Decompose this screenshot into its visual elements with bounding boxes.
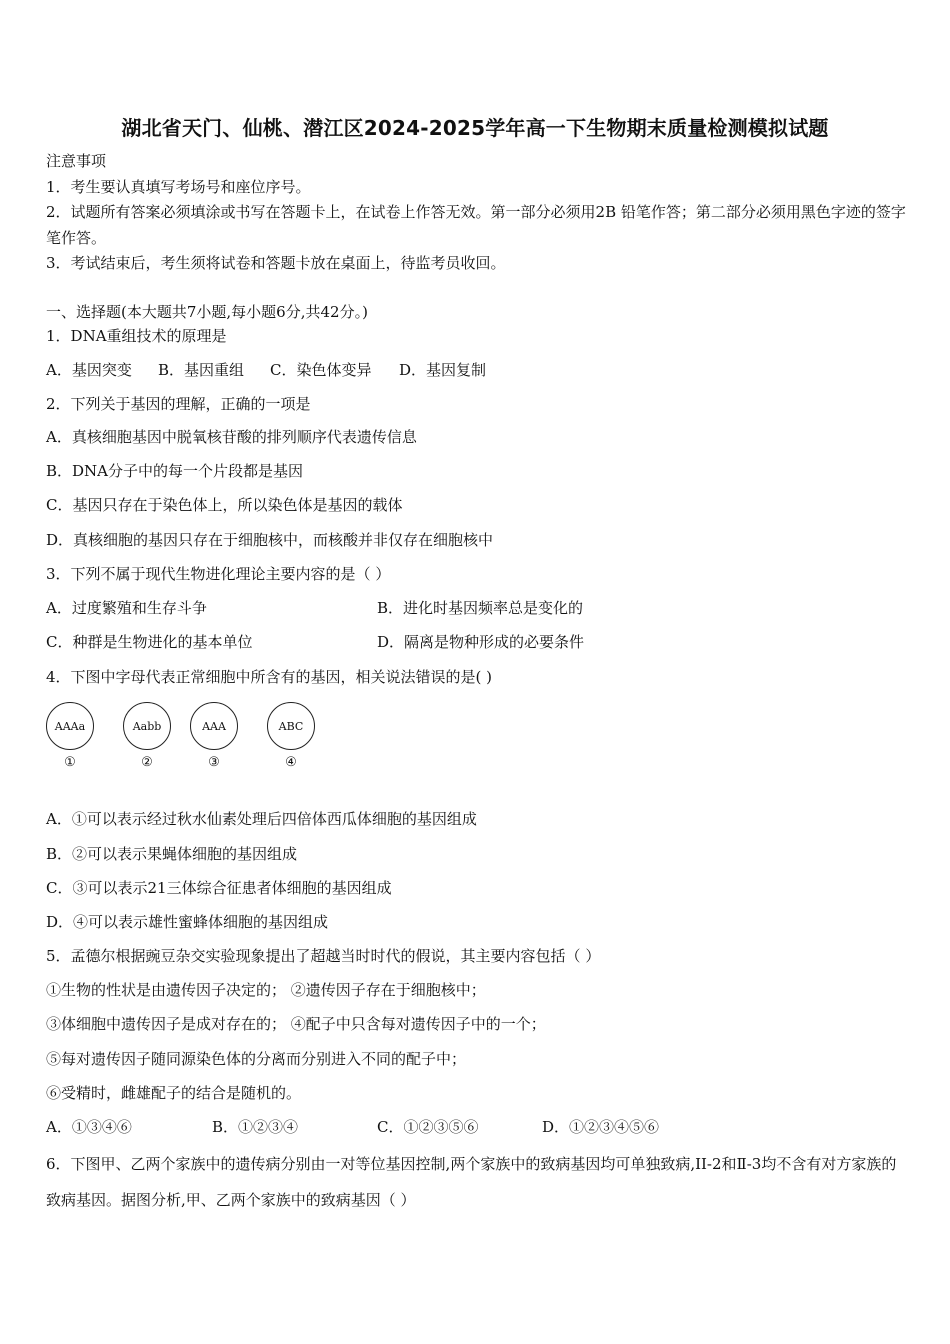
notice-item-3: 3．考试结束后，考生须将试卷和答题卡放在桌面上，待监考员收回。 — [46, 254, 506, 272]
cell-2-circle: Aabb — [123, 702, 171, 750]
q2-stem: 2．下列关于基因的理解，正确的一项是 — [46, 395, 311, 413]
page-title: 湖北省天门、仙桃、潜江区2024-2025学年高一下生物期末质量检测模拟试题 — [121, 116, 829, 140]
q2-option-d: D．真核细胞的基因只存在于细胞核中，而核酸并非仅存在细胞核中 — [46, 531, 494, 549]
q4-option-b: B．②可以表示果蝇体细胞的基因组成 — [46, 845, 298, 863]
q4-option-c: C．③可以表示21三体综合征患者体细胞的基因组成 — [46, 879, 392, 897]
q5-statement-3: ⑤每对遗传因子随同源染色体的分离而分别进入不同的配子中； — [46, 1050, 467, 1068]
q3-stem: 3．下列不属于现代生物进化理论主要内容的是（ ） — [46, 565, 391, 583]
q5-statement-2: ③体细胞中遗传因子是成对存在的； ④配子中只含每对遗传因子中的一个； — [46, 1015, 546, 1033]
notice-item-2: 2．试题所有答案必须填涂或书写在答题卡上，在试卷上作答无效。第一部分必须用2B 铅笔作答；第二部分必须用黑色字迹的签字笔作答。 — [46, 203, 906, 247]
q1-option-d: D．基因复制 — [399, 361, 487, 379]
cell-1-circle: AAAa — [46, 702, 94, 750]
q4-option-a: A．①可以表示经过秋水仙素处理后四倍体西瓜体细胞的基因组成 — [46, 810, 477, 828]
q1-option-b: B．基因重组 — [158, 361, 245, 379]
notice-item-1: 1．考生要认真填写考场号和座位序号。 — [46, 178, 311, 196]
cell-4-label: ④ — [285, 755, 297, 770]
cell-diagram — [44, 702, 344, 778]
cell-3-circle: AAA — [190, 702, 238, 750]
q1-stem: 1．DNA重组技术的原理是 — [46, 327, 227, 345]
q6-stem: 6．下图甲、乙两个家族中的遗传病分别由一对等位基因控制,两个家族中的致病基因均可单独致病,II-2和Ⅱ-3均不含有对方家族的致病基因。据图分析,甲、乙两个家族中的致病基因（ ） — [46, 1155, 897, 1209]
q5-option-d: D．①②③④⑤⑥ — [542, 1118, 660, 1136]
q1-option-c: C．染色体变异 — [270, 361, 372, 379]
q5-stem: 5．孟德尔根据豌豆杂交实验现象提出了超越当时时代的假说，其主要内容包括（ ） — [46, 947, 601, 965]
q5-option-b: B．①②③④ — [212, 1118, 299, 1136]
q2-option-a: A．真核细胞基因中脱氧核苷酸的排列顺序代表遗传信息 — [46, 428, 417, 446]
q4-option-d: D．④可以表示雄性蜜蜂体细胞的基因组成 — [46, 913, 329, 931]
q1-option-a: A．基因突变 — [46, 361, 132, 379]
notice-heading: 注意事项 — [46, 152, 107, 170]
section-heading: 一、选择题(本大题共7小题,每小题6分,共42分。) — [46, 303, 368, 321]
q4-stem: 4．下图中字母代表正常细胞中所含有的基因，相关说法错误的是( ) — [46, 668, 493, 686]
cell-3-label: ③ — [208, 755, 220, 770]
q3-option-a: A．过度繁殖和生存斗争 — [46, 599, 207, 617]
q3-option-c: C．种群是生物进化的基本单位 — [46, 633, 253, 651]
cell-4-circle: ABC — [267, 702, 315, 750]
q5-statement-4: ⑥受精时，雌雄配子的结合是随机的。 — [46, 1084, 302, 1102]
q3-option-b: B．进化时基因频率总是变化的 — [377, 599, 584, 617]
cell-1-label: ① — [64, 755, 76, 770]
q3-option-d: D．隔离是物种形成的必要条件 — [377, 633, 585, 651]
q5-option-c: C．①②③⑤⑥ — [377, 1118, 479, 1136]
cell-2-label: ② — [141, 755, 153, 770]
q5-statement-1: ①生物的性状是由遗传因子决定的； ②遗传因子存在于细胞核中； — [46, 981, 486, 999]
q5-option-a: A．①③④⑥ — [46, 1118, 132, 1136]
q2-option-b: B．DNA分子中的每一个片段都是基因 — [46, 462, 304, 480]
q2-option-c: C．基因只存在于染色体上，所以染色体是基因的载体 — [46, 496, 403, 514]
